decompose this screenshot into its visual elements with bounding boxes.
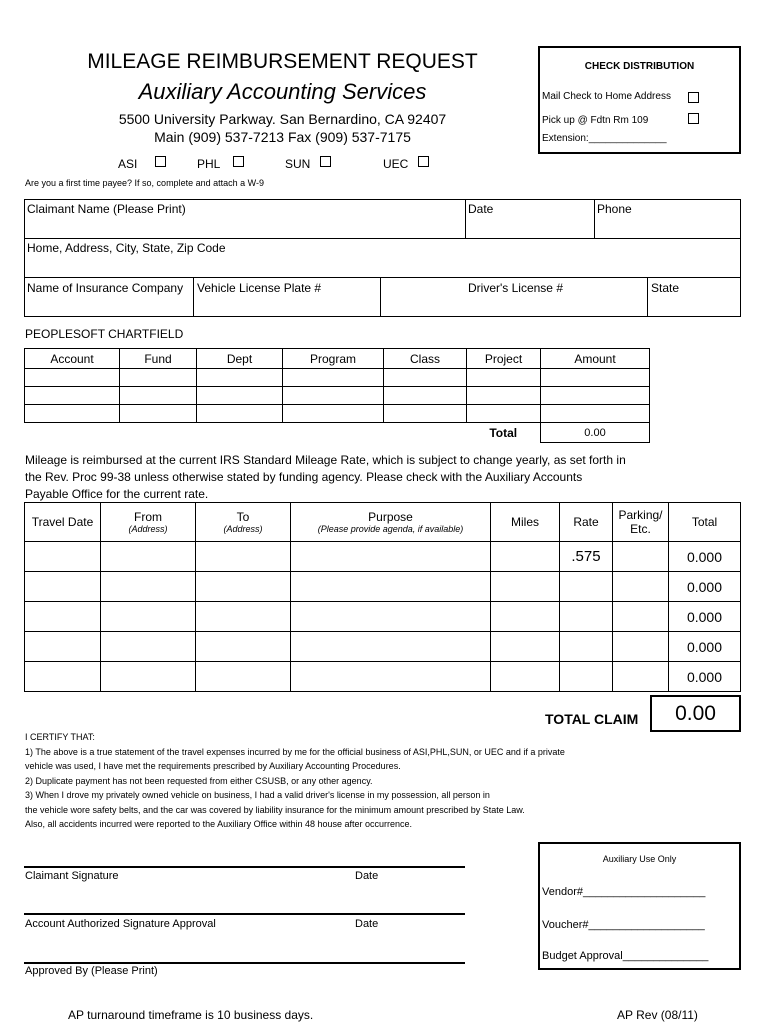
authorized-signature-date[interactable]: Date	[355, 918, 379, 930]
travel-table	[24, 502, 741, 692]
claimant-phone-field[interactable]: Phone	[597, 202, 632, 216]
travel-header-parking: Parking/ Etc.	[613, 503, 669, 542]
total-claim-label: TOTAL CLAIM	[545, 711, 639, 727]
unit-phl-label: PHL	[197, 157, 221, 171]
pickup-label: Pick up @ Fdtn Rm 109	[542, 115, 649, 126]
unit-sun-checkbox[interactable]	[320, 156, 331, 167]
travel-header-rate: Rate	[560, 503, 613, 542]
travel-header-date: Travel Date	[25, 503, 101, 542]
revision-label: AP Rev (08/11)	[617, 1008, 698, 1022]
drivers-license-field[interactable]: Driver's License #	[468, 281, 563, 295]
form-title: MILEAGE REIMBURSEMENT REQUEST	[87, 50, 478, 73]
license-plate-field[interactable]: Vehicle License Plate #	[197, 281, 322, 295]
mileage-note-line: Payable Office for the current rate.	[25, 487, 209, 501]
chartfield-table	[24, 348, 650, 443]
claimant-date-field[interactable]: Date	[468, 202, 494, 216]
mail-check-label: Mail Check to Home Address	[542, 91, 671, 102]
total-claim-value: 0.00	[650, 695, 741, 732]
auxiliary-use-box	[538, 842, 741, 970]
unit-uec-checkbox[interactable]	[418, 156, 429, 167]
travel-row-total: 0.000	[669, 602, 741, 632]
travel-header-to: To (Address)	[196, 503, 291, 542]
mail-check-checkbox[interactable]	[688, 92, 699, 103]
travel-row[interactable]	[25, 572, 741, 602]
extension-field[interactable]: Extension:______________	[542, 133, 667, 144]
unit-asi-label: ASI	[118, 157, 138, 171]
unit-asi-checkbox[interactable]	[155, 156, 166, 167]
first-time-note: Are you a first time payee? If so, complete and attach a W-9	[25, 178, 264, 188]
auxiliary-use-title: Auxiliary Use Only	[602, 854, 677, 864]
form-subtitle: Auxiliary Accounting Services	[138, 79, 427, 104]
chartfield-header-program: Program	[283, 349, 384, 369]
chartfield-header-account: Account	[25, 349, 120, 369]
travel-row-total: 0.000	[669, 542, 741, 572]
travel-header-miles: Miles	[491, 503, 560, 542]
travel-row[interactable]	[25, 632, 741, 662]
claimant-signature-date[interactable]: Date	[355, 870, 379, 882]
travel-rate-value: .575	[560, 542, 613, 572]
certification-text: I CERTIFY THAT: 1) The above is a true statement of the travel expenses incurred by me for the official business of ASI,PHL,SUN, or UEC and if a private vehicle was used, I have met the requirements prescribed by Auxiliary Accounting Procedures. 2) Duplicate payment has not been requested from either CSUSB, or any other agency. 3) When I drove my privately owned vehicle on business, I had a valid driver's license in my possession, all person in the vehicle wore safety belts, and the car was covered by liability insurance for the minimum amount prescribed by State Law. Also, all accidents incurred were reported to the Auxiliary Office within 48 house after occurrence.	[25, 732, 565, 829]
check-distribution-box	[538, 46, 741, 154]
budget-approval-field[interactable]: Budget Approval______________	[542, 950, 709, 962]
chartfield-row[interactable]	[25, 369, 650, 387]
travel-row-total: 0.000	[669, 572, 741, 602]
voucher-field[interactable]: Voucher#___________________	[542, 919, 705, 931]
unit-sun-label: SUN	[285, 157, 311, 171]
travel-row[interactable]	[25, 602, 741, 632]
insurance-company-field[interactable]: Name of Insurance Company	[27, 281, 184, 295]
chartfield-header-class: Class	[384, 349, 467, 369]
home-address-field[interactable]: Home, Address, City, State, Zip Code	[27, 241, 226, 255]
claimant-name-field[interactable]: Claimant Name (Please Print)	[27, 202, 186, 216]
vendor-field[interactable]: Vendor#____________________	[542, 886, 706, 898]
chartfield-title: PEOPLESOFT CHARTFIELD	[25, 327, 184, 341]
state-field[interactable]: State	[651, 281, 680, 295]
travel-header-from: From (Address)	[101, 503, 196, 542]
turnaround-note: AP turnaround timeframe is 10 business days.	[68, 1008, 314, 1022]
mileage-note-line: Mileage is reimbursed at the current IRS Standard Mileage Rate, which is subject to change yearly, as set forth in	[25, 453, 626, 467]
unit-uec-label: UEC	[383, 157, 409, 171]
claimant-info-box	[24, 199, 741, 317]
chartfield-header-amount: Amount	[541, 349, 650, 369]
pickup-checkbox[interactable]	[688, 113, 699, 124]
mileage-note	[25, 452, 626, 503]
mileage-note-line: the Rev. Proc 99-38 unless otherwise stated by funding agency. Please check with the Auxiliary Accounts	[25, 470, 583, 484]
chartfield-header-fund: Fund	[120, 349, 197, 369]
chartfield-total-value: 0.00	[541, 423, 650, 443]
check-distribution-title: CHECK DISTRIBUTION	[584, 61, 695, 72]
travel-header-total: Total	[669, 503, 741, 542]
chartfield-row[interactable]	[25, 387, 650, 405]
travel-header-purpose: Purpose (Please provide agenda, if available)	[291, 503, 491, 542]
approved-by-field[interactable]: Approved By (Please Print)	[25, 965, 158, 977]
travel-row-total: 0.000	[669, 662, 741, 692]
unit-phl-checkbox[interactable]	[233, 156, 244, 167]
travel-row[interactable]	[25, 662, 741, 692]
office-phones: Main (909) 537-7213 Fax (909) 537-7175	[154, 129, 411, 145]
chartfield-total-label: Total	[489, 425, 518, 440]
claimant-signature-field[interactable]: Claimant Signature	[25, 870, 119, 882]
travel-row-total: 0.000	[669, 632, 741, 662]
office-address: 5500 University Parkway. San Bernardino, CA 92407	[118, 111, 447, 127]
travel-row[interactable]	[25, 542, 741, 572]
chartfield-header-dept: Dept	[197, 349, 283, 369]
chartfield-row[interactable]	[25, 405, 650, 423]
authorized-signature-field[interactable]: Account Authorized Signature Approval	[25, 918, 216, 930]
chartfield-header-project: Project	[467, 349, 541, 369]
